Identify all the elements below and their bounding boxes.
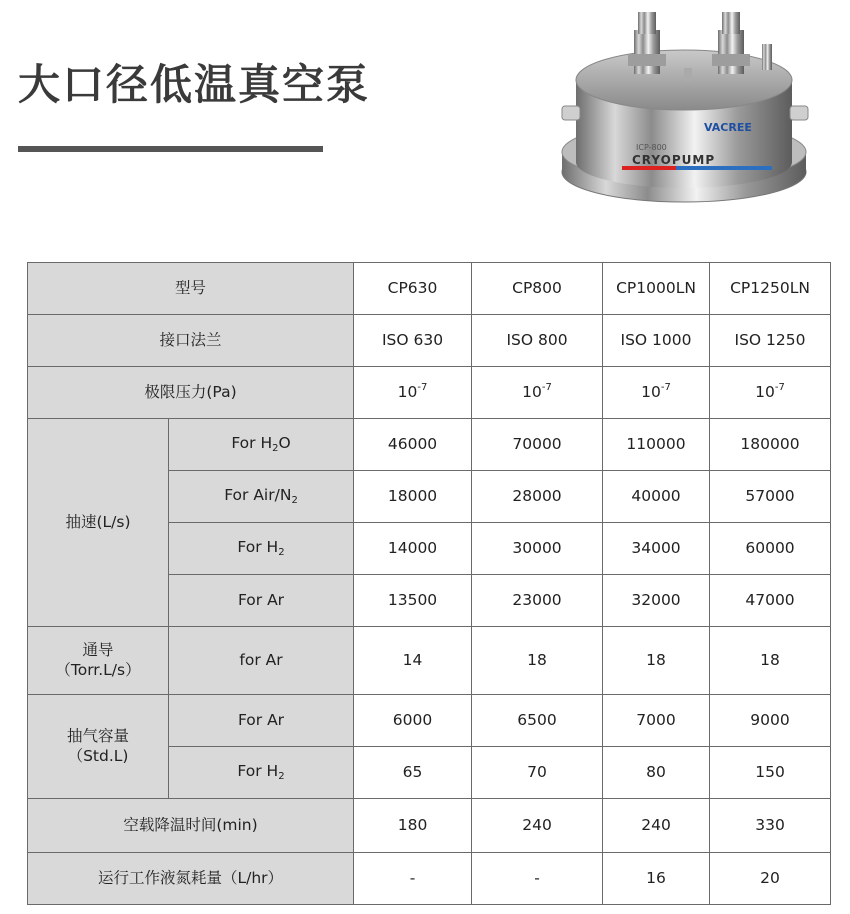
value-cell: [710, 575, 831, 627]
model-name: [603, 263, 710, 315]
gas-subscript: 2: [278, 546, 285, 558]
value-cell: [472, 695, 603, 747]
pressure-exponent: -7: [541, 382, 552, 394]
value-cell-text: 40000: [631, 486, 681, 505]
page-title: 大口径低温真空泵: [18, 60, 371, 109]
value-cell: [603, 799, 710, 853]
value-cell-text: 18: [527, 650, 547, 669]
value-cell-text: 20: [760, 868, 780, 887]
capacity-label-line1: 抽气容量: [66, 727, 129, 746]
pressure-exponent: -7: [660, 382, 671, 394]
value-cell: [354, 523, 472, 575]
value-cell-text: ISO 1250: [734, 330, 806, 349]
gas-subscript: 2: [291, 494, 298, 506]
value-cell-text: 16: [646, 868, 666, 887]
capacity-gas: [169, 747, 354, 799]
gas-subscript: 2: [272, 442, 279, 454]
gas-name: For H: [231, 433, 273, 452]
value-cell: [603, 471, 710, 523]
value-cell-text: 240: [641, 815, 671, 834]
pressure-exponent: -7: [774, 382, 785, 394]
pressure-exponent: -7: [417, 382, 428, 394]
flange-label: [28, 315, 354, 367]
value-cell: [472, 523, 603, 575]
value-cell: [603, 419, 710, 471]
value-cell-text: 18000: [387, 486, 438, 505]
model-name-text: CP630: [387, 278, 438, 297]
pressure-value: [354, 367, 472, 419]
value-cell: [354, 575, 472, 627]
value-cell-text: 330: [755, 815, 785, 834]
value-cell-text: 180000: [740, 434, 800, 453]
header-model-label: [28, 263, 354, 315]
value-cell: [472, 419, 603, 471]
value-cell-text: 28000: [512, 486, 562, 505]
value-cell-text: 150: [755, 762, 785, 781]
model-name-text: CP1000LN: [616, 278, 696, 297]
pumping-speed-gas: [169, 471, 354, 523]
capacity-gas: [169, 695, 354, 747]
cooldown-label: [28, 799, 354, 853]
flange-label-text: 接口法兰: [159, 330, 222, 349]
value-cell: [710, 853, 831, 905]
value-cell: [603, 695, 710, 747]
value-cell: [472, 747, 603, 799]
value-cell-text: 18: [646, 650, 666, 669]
value-cell-text: 14: [402, 650, 423, 669]
model-label: ICP-800: [636, 143, 667, 152]
model-name-text: CP1250LN: [730, 278, 810, 297]
value-cell: [603, 575, 710, 627]
value-cell: [354, 315, 472, 367]
pressure-label: [28, 367, 354, 419]
table-row: [28, 695, 831, 747]
value-cell: [354, 747, 472, 799]
pressure-value: [710, 367, 831, 419]
gas-name: For H: [237, 761, 279, 780]
value-cell: [354, 853, 472, 905]
table-row: [28, 419, 831, 471]
value-cell-text: 110000: [626, 434, 686, 453]
gas-name: For Ar: [237, 590, 285, 609]
pressure-value: [472, 367, 603, 419]
value-cell-text: 70000: [512, 434, 562, 453]
brand-label: VACREE: [704, 121, 752, 134]
pumping-speed-gas: [169, 575, 354, 627]
pressure-base: 10: [755, 383, 775, 402]
gas-name: For H: [237, 537, 279, 556]
value-cell: [472, 471, 603, 523]
value-cell-text: 23000: [512, 590, 562, 609]
model-name: [354, 263, 472, 315]
value-cell: [710, 799, 831, 853]
value-cell-text: 9000: [750, 710, 790, 729]
value-cell: [472, 627, 603, 695]
value-cell-text: 34000: [631, 538, 681, 557]
value-cell-text: 46000: [387, 434, 438, 453]
value-cell: [603, 747, 710, 799]
value-cell-text: 60000: [745, 538, 795, 557]
pressure-label-text: 极限压力(Pa): [144, 382, 237, 401]
header-model-label-text: 型号: [175, 278, 207, 297]
pumping-speed-gas: [169, 419, 354, 471]
value-cell-text: 6000: [392, 710, 433, 729]
table-row: [28, 627, 831, 695]
value-cell-text: 14000: [387, 538, 438, 557]
value-cell: [603, 853, 710, 905]
capacity-label-line2: （Std.L): [67, 746, 129, 765]
capacity-label: [28, 695, 169, 799]
value-cell: [710, 471, 831, 523]
value-cell: [603, 627, 710, 695]
value-cell-text: 18: [760, 650, 780, 669]
value-cell-text: ISO 630: [381, 330, 444, 349]
table-row: [28, 367, 831, 419]
value-cell-text: 32000: [631, 590, 681, 609]
value-cell: [710, 315, 831, 367]
gas-subscript: 2: [278, 770, 285, 782]
specification-table: [27, 262, 831, 905]
model-name: [472, 263, 603, 315]
value-cell-text: 57000: [745, 486, 795, 505]
value-cell-text: 65: [402, 762, 423, 781]
ln-consumption-label: [28, 853, 354, 905]
ln-consumption-label-text: 运行工作液氮耗量（L/hr）: [97, 868, 284, 887]
value-cell: [710, 419, 831, 471]
value-cell-text: 180: [397, 815, 428, 834]
title-underline: [18, 146, 323, 152]
value-cell-text: ISO 800: [506, 330, 568, 349]
product-name-label: CRYOPUMP: [632, 153, 716, 167]
conductance-gas-text: for Ar: [239, 650, 283, 669]
table-row: [28, 799, 831, 853]
value-cell-text: 80: [646, 762, 666, 781]
pumping-speed-label-text: 抽速(L/s): [65, 512, 131, 531]
value-cell: [710, 523, 831, 575]
value-cell: [354, 627, 472, 695]
value-cell-text: 240: [522, 815, 552, 834]
conductance-label: [28, 627, 169, 695]
value-cell: [354, 695, 472, 747]
value-cell-text: ISO 1000: [620, 330, 692, 349]
value-cell: [354, 471, 472, 523]
value-cell: [710, 695, 831, 747]
value-cell-text: -: [409, 868, 416, 887]
table-row: [28, 853, 831, 905]
value-cell-text: 6500: [517, 710, 557, 729]
value-cell-text: 7000: [636, 710, 676, 729]
value-cell: [472, 853, 603, 905]
conductance-label-line2: （Torr.L/s）: [55, 660, 141, 679]
value-cell: [472, 575, 603, 627]
pressure-base: 10: [397, 383, 418, 402]
value-cell: [710, 627, 831, 695]
cryopump-product-image: [556, 2, 818, 212]
pressure-base: 10: [522, 383, 542, 402]
value-cell-text: -: [534, 868, 540, 887]
value-cell-text: 30000: [512, 538, 562, 557]
conductance-label-line1: 通导: [82, 641, 114, 660]
conductance-gas: [169, 627, 354, 695]
value-cell-text: 70: [527, 762, 547, 781]
pressure-value: [603, 367, 710, 419]
value-cell-text: 47000: [745, 590, 795, 609]
value-cell: [603, 315, 710, 367]
pressure-base: 10: [641, 383, 661, 402]
value-cell-text: 13500: [387, 590, 438, 609]
gas-suffix: O: [278, 433, 291, 452]
pumping-speed-label: [28, 419, 169, 627]
model-name: [710, 263, 831, 315]
gas-name: For Ar: [237, 710, 285, 729]
value-cell: [472, 315, 603, 367]
value-cell: [354, 419, 472, 471]
value-cell: [354, 799, 472, 853]
table-row: [28, 263, 831, 315]
value-cell: [710, 747, 831, 799]
model-name-text: CP800: [512, 278, 562, 297]
table-row: [28, 315, 831, 367]
pumping-speed-gas: [169, 523, 354, 575]
gas-name: For Air/N: [224, 485, 292, 504]
value-cell: [472, 799, 603, 853]
cooldown-label-text: 空载降温时间(min): [123, 815, 258, 834]
value-cell: [603, 523, 710, 575]
